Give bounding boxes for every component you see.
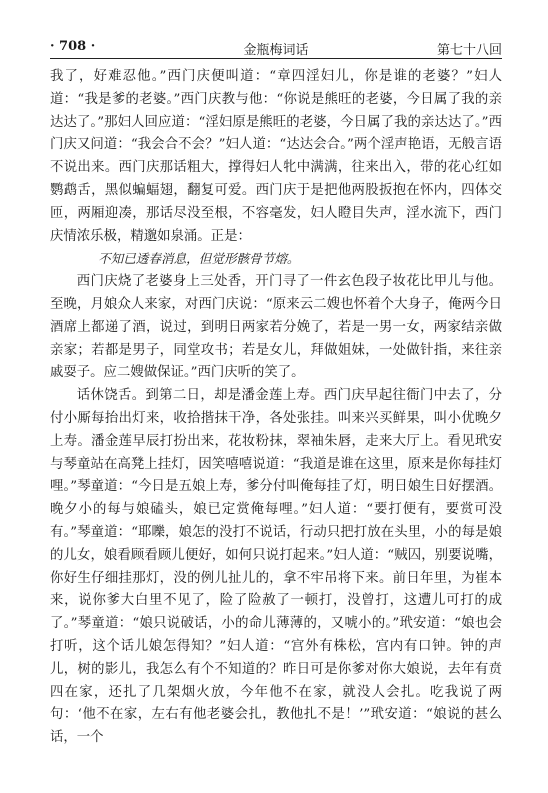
body-text [50,66,502,750]
page-number: · 708 · [50,39,96,54]
header-rule [50,58,502,59]
verse-line: 不知已透春消息，但觉形骸骨节熔。 [98,251,300,267]
paragraph: 话休饶舌。到第二日，却是潘金莲上寿。西门庆早起往衙门中去了，分付小厮每抬出灯来，收拾揩抹干净，各处张挂。叫来兴买鲜果，叫小优晚夕上寿。潘金莲早辰打扮出来，花妆粉抹，翠袖朱唇，走来大厅上。看见玳安与琴童站在高凳上挂灯，因笑嘻嘻说道：“我道是谁在这里，原来是你每挂灯哩。”琴童道：“今日是五娘上寿，爹分付叫俺每挂了灯，明日娘生日好摆酒。晚夕小的每与娘磕头，娘已定赏俺每哩。”妇人道：“要打便有，要赏可没有。”琴童道：“耶嚛，娘怎的没打不说话，行动只把打放在头里，小的每是娘的儿女，娘看顾看顾儿便好，如何只说打起来。”妇人道：“贼囚，别要说嘴，你好生仔细挂那灯，没的例儿扯儿的，拿不牢吊将下来。前日年里，为崔本来，说你爹大白里不见了，险了险赦了一顿打，没曾打，这遭儿可打的成了。”琴童道：“娘只说破话，小的命儿薄薄的，又唬小的。”玳安道：“娘也会打听，这个话儿娘怎得知？”妇人道：“宫外有株松，宫内有口钟。钟的声儿，树的影儿，我怎么有个不知道的？昨日可是你爹对你大娘说，去年有贲四在家，还扎了几架烟火放，今年他不在家，就没人会扎。吃我说了两句：‘他不在家，左右有他老婆会扎，教他扎不是！’”玳安道：“娘说的甚么话，一个 [50,388,502,746]
paragraph: 西门庆烧了老婆身上三处香，开门寻了一件玄色段子妆花比甲儿与他。至晚，月娘众人来家，对西门庆说：“原来云二嫂也怀着个大身子，俺两今日酒席上都递了酒，说过，到明日两家若分娩了，若是一男一女，两家结亲做亲家；若都是男子，同堂攻书；若是女儿，拜做姐妹，一处做针指，来往亲戚耍子。应二嫂做保证。”西门庆听的笑了。 [50,274,502,381]
chapter-label: 第七十八回 [436,43,502,58]
running-header [50,36,502,58]
book-title: 金瓶梅词话 [243,43,309,58]
paragraph: 我了，好难忍他。”西门庆便叫道：“章四淫妇儿，你是谁的老婆？”妇人道：“我是爹的老婆。”西门庆教与他：“你说是熊旺的老婆，今日属了我的亲达达了。”那妇人回应道：“淫妇原是熊旺的老婆，今日属了我的亲达达了。”西门庆又问道：“我会合不会？”妇人道：“达达会合。”两个淫声艳语，无般言语不说出来。西门庆那话粗大，撑得妇人牝中满满，往来出入，带的花心红如鹦鹉舌，黑似蝙蝠翅，翻复可爱。西门庆于是把他两股扳抱在怀内，四体交匝，两厢迎凑，那话尽没至根，不容毫发，妇人瞪目失声，淫水流下，西门庆情浓乐极，精邈如泉涌。正是： [50,69,502,244]
